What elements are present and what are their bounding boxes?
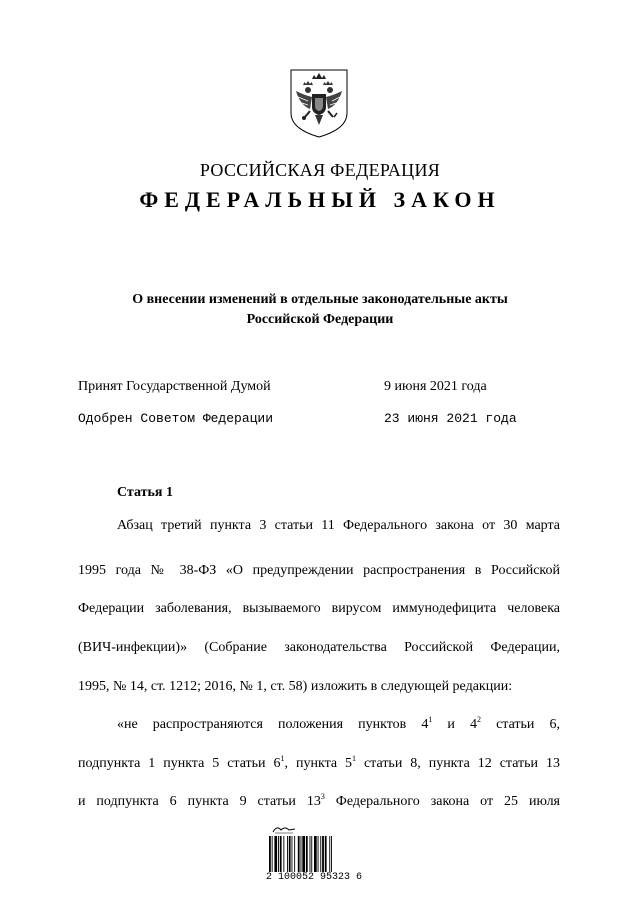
barcode-bar bbox=[320, 836, 321, 872]
council-approval-date: 23 июня 2021 года bbox=[384, 411, 517, 426]
coat-of-arms-emblem bbox=[288, 67, 350, 139]
quote-line-2 bbox=[78, 756, 560, 772]
barcode-bar bbox=[272, 836, 273, 872]
law-subject-line-2: Российской Федерации bbox=[246, 312, 394, 327]
duma-adoption-date: 9 июня 2021 года bbox=[384, 379, 487, 394]
barcode-bar bbox=[329, 836, 330, 872]
barcode-bar bbox=[289, 836, 291, 872]
quote-line-1-text-b: и 4 bbox=[432, 717, 477, 732]
barcode-bar bbox=[331, 836, 332, 872]
law-subject-line-1: О внесении изменений в отдельные законодательные акты bbox=[132, 292, 508, 307]
barcode-number: 2 100052 95323 6 bbox=[266, 872, 363, 883]
barcode-bar bbox=[322, 836, 324, 872]
law-subject bbox=[0, 290, 640, 330]
barcode-bar bbox=[310, 836, 311, 872]
duma-adoption-label: Принят Государственной Думой bbox=[78, 379, 271, 394]
barcode-bar bbox=[298, 836, 300, 872]
quote-line-2-text-c: статьи 8, пункта 12 статьи 13 bbox=[356, 756, 560, 771]
article-line-3: Федерации заболевания, вызываемого вирусом иммунодефицита человека bbox=[78, 601, 560, 616]
council-approval-label: Одобрен Советом Федерации bbox=[78, 411, 274, 426]
quote-line-3 bbox=[78, 794, 560, 810]
barcode-bar bbox=[325, 836, 327, 872]
barcode-bar bbox=[318, 836, 319, 872]
quote-line-3-text-b: Федерального закона от 25 июля bbox=[324, 794, 560, 809]
barcode-bar bbox=[283, 836, 284, 872]
quote-line-2-text-b: , пункта 5 bbox=[284, 756, 353, 771]
registration-stamp-mark bbox=[271, 824, 297, 834]
article-heading: Статья 1 bbox=[117, 485, 173, 500]
barcode-bar bbox=[269, 836, 271, 872]
barcode-bar bbox=[301, 836, 302, 872]
quote-line-1-text-c: статьи 6, bbox=[481, 717, 560, 732]
barcode-bar bbox=[314, 836, 317, 872]
quote-line-3-sup-1: 3 bbox=[320, 792, 325, 801]
article-line-5: 1995, № 14, ст. 1212; 2016, № 1, ст. 58) изложить в следующей редакции: bbox=[78, 679, 513, 694]
quote-line-1-sup-1: 1 bbox=[428, 715, 433, 724]
quote-line-1-sup-2: 2 bbox=[477, 715, 481, 724]
barcode-bar bbox=[306, 836, 308, 872]
barcode-bar bbox=[280, 836, 282, 872]
quote-line-2-sup-2: 1 bbox=[352, 754, 357, 763]
barcode-bar bbox=[292, 836, 293, 872]
barcode bbox=[268, 836, 352, 872]
quote-line-1-text-a: «не распространяются положения пунктов 4 bbox=[117, 717, 429, 732]
law-type-title: ФЕДЕРАЛЬНЫЙ ЗАКОН bbox=[139, 187, 501, 212]
article-line-4: (ВИЧ-инфекции)» (Собрание законодательства Российской Федерации, bbox=[78, 640, 560, 655]
barcode-bar bbox=[302, 836, 305, 872]
country-name: РОССИЙСКАЯ ФЕДЕРАЦИЯ bbox=[199, 160, 441, 180]
quote-line-2-text-a: подпункта 1 пункта 5 статьи 6 bbox=[78, 756, 281, 771]
quote-line-1 bbox=[117, 717, 560, 733]
barcode-bar bbox=[278, 836, 279, 872]
article-line-1: Абзац третий пункта 3 статьи 11 Федерального закона от 30 марта bbox=[117, 518, 560, 533]
quote-line-3-text-a: и подпункта 6 пункта 9 статьи 13 bbox=[78, 794, 321, 809]
barcode-bar bbox=[287, 836, 288, 872]
quote-line-2-sup-1: 1 bbox=[280, 754, 285, 763]
barcode-bar bbox=[311, 836, 312, 872]
barcode-bar bbox=[294, 836, 295, 872]
barcode-bar bbox=[274, 836, 277, 872]
article-line-2: 1995 года № 38-ФЗ «О предупреждении распространения в Российской bbox=[78, 563, 560, 578]
